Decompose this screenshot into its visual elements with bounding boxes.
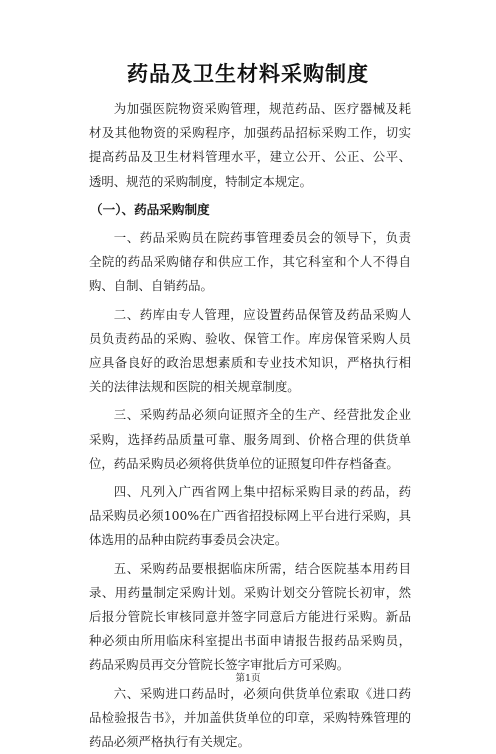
clause-1-paragraph: 一、药品采购员在院药事管理委员会的领导下，负责全院的药品采购储存和供应工作，其它科室和个人不得自购、自制、自销药品。 [89, 230, 411, 294]
clause-6-paragraph: 六、采购进口药品时，必须向供货单位索取《进口药品检验报告书》，并加盖供货单位的印章，采购特殊管理的药品必须严格执行有关规定。 [89, 685, 411, 750]
clause-5-paragraph: 五、采购药品要根据临床所需，结合医院基本用药目录、用药量制定采购计划。采购计划交分管院长初审，然后报分管院长审核同意并签字同意后方能进行采购。新品种必须由所用临床科室提出书面申请报告报药品采购员，药品采购员再交分管院长签字审批后方可采购。 [89, 560, 411, 673]
intro-paragraph: 为加强医院物资采购管理，规范药品、医疗器械及耗材及其他物资的采购程序，加强药品招标采购工作，切实提高药品及卫生材料管理水平，建立公开、公正、公平、透明、规范的采购制度，特制定本规定。 [89, 101, 411, 189]
clause-3-paragraph: 三、采购药品必须向证照齐全的生产、经营批发企业采购，选择药品质量可靠、服务周到、价格合理的供货单位，药品采购员必须将供货单位的证照复印件存档备查。 [89, 407, 411, 471]
section-heading: （一）、药品采购制度 [90, 201, 210, 217]
clause-4-paragraph: 四、凡列入广西省网上集中招标采购目录的药品，药品采购员必须100%在广西省招投标网上平台进行采购，具体选用的品种由院药事委员会决定。 [89, 484, 411, 548]
page-number: 第1页 [235, 673, 261, 684]
clause-2-paragraph: 二、药库由专人管理，应设置药品保管及药品采购人员负责药品的采购、验收、保管工作。库房保管采购人员应具备良好的政治思想素质和专业技术知识，严格执行相关的法律法规和医院的相关规章制度。 [89, 306, 411, 395]
document-title: 药品及卫生材料采购制度 [127, 62, 369, 86]
document-body [89, 97, 411, 754]
